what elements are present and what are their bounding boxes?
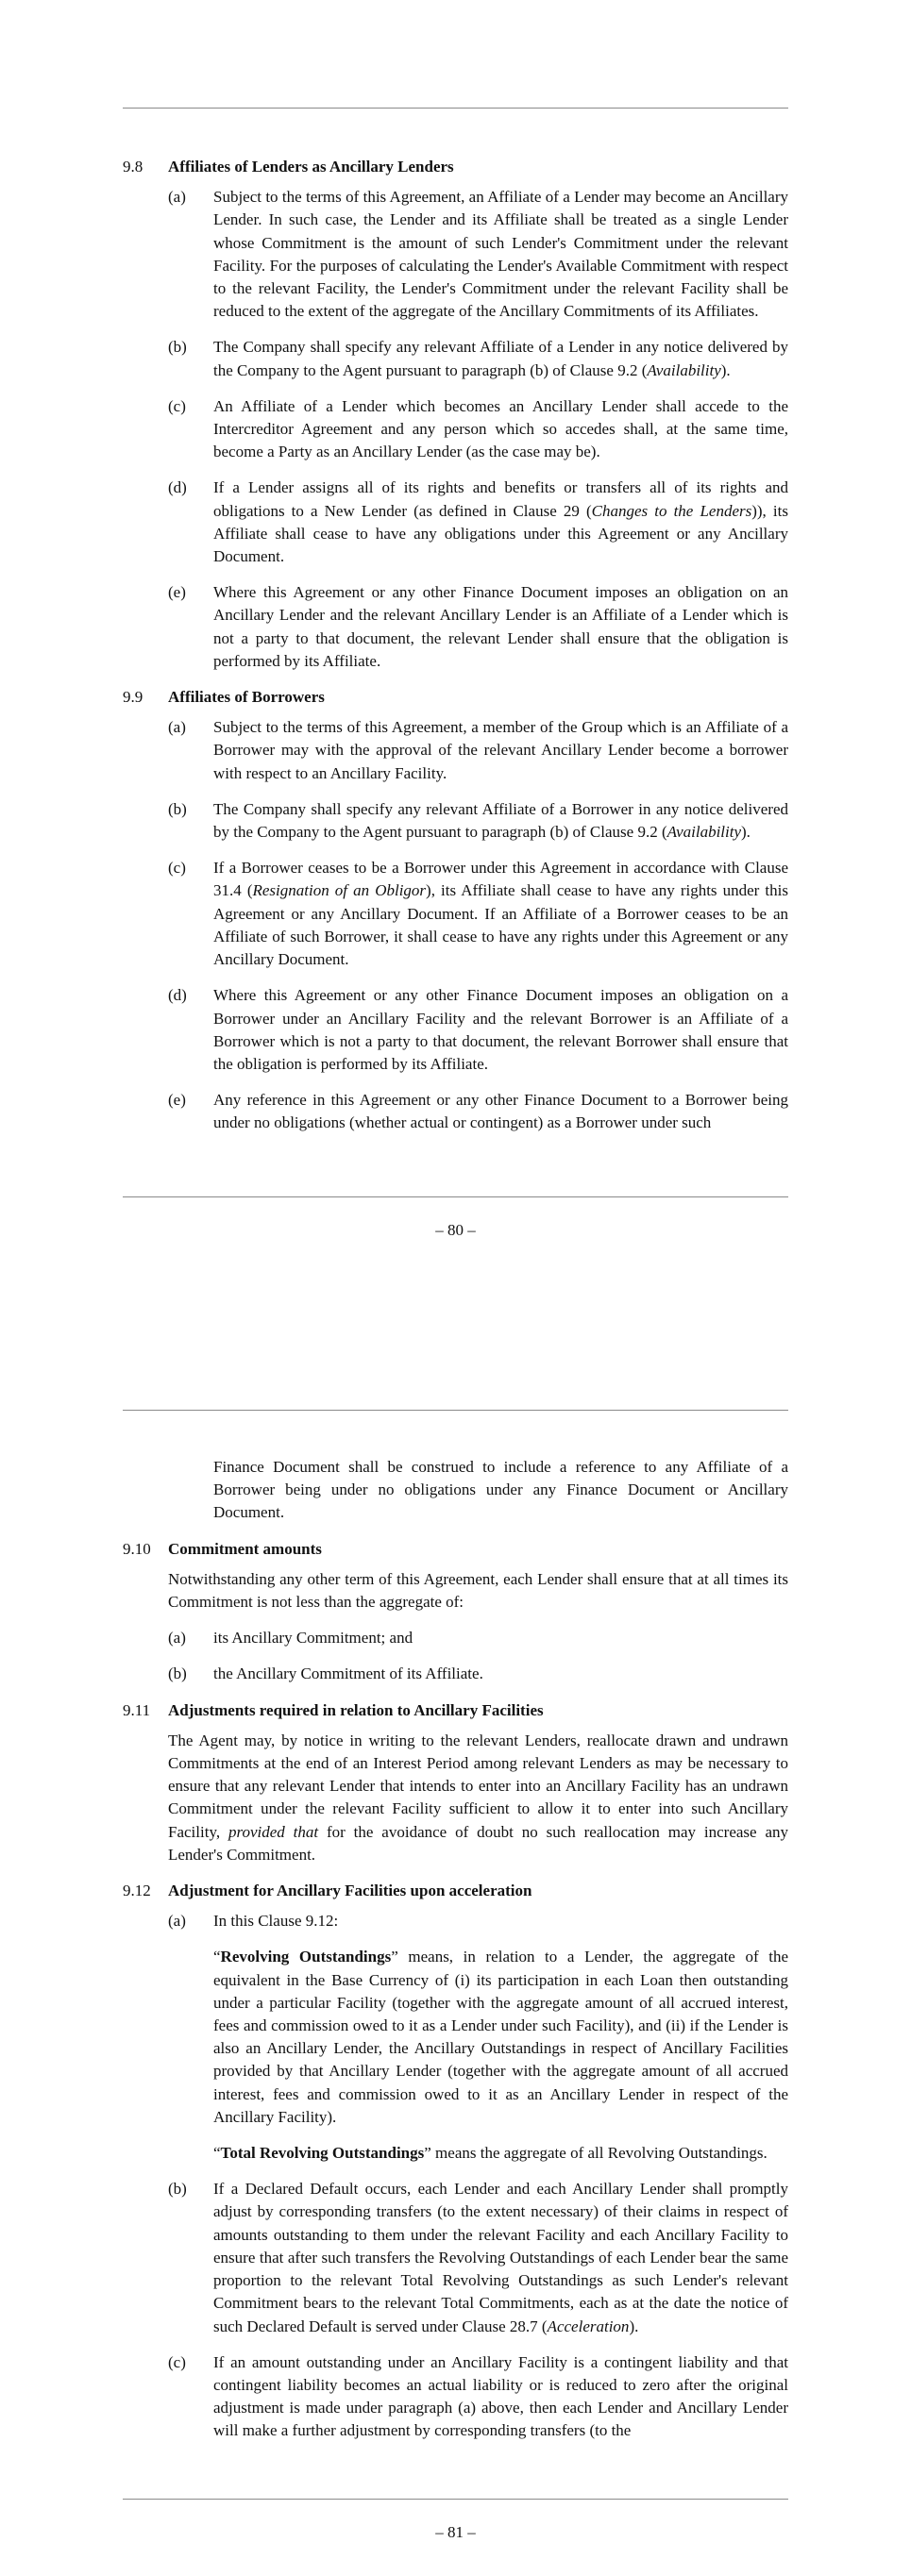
clause-9-12-b bbox=[123, 2178, 788, 2337]
page-80-content bbox=[123, 156, 788, 1148]
item-text-end: ), its Affiliate shall cease to have any rights under this Agreement or any Ancillary Document. If an Affiliate of a Borrower ceases to be an Affiliate of such Borrower, it shall cease to have any rights under this Agreement or any Ancillary Document. bbox=[213, 881, 788, 969]
item-label: (a) bbox=[168, 1912, 186, 1931]
section-title: Affiliates of Borrowers bbox=[168, 688, 325, 707]
clause-9-12-c bbox=[123, 2351, 788, 2443]
clause-9-9-e bbox=[123, 1089, 788, 1134]
item-label: (d) bbox=[168, 986, 187, 1005]
item-label: (a) bbox=[168, 1629, 186, 1648]
item-text: The Company shall specify any relevant Affiliate of a Lender in any notice delivered by the Company to the Agent pursuant to paragraph (b) of Clause 9.2 ( bbox=[213, 338, 788, 379]
section-title: Adjustments required in relation to Ancillary Facilities bbox=[168, 1700, 544, 1719]
item-text: If an amount outstanding under an Ancillary Facility is a contingent liability and that contingent liability becomes an actual liability or is reduced to zero after the original adjustment is made under paragraph (a) above, then each Lender and Ancillary Lender will make a further adjustment by corresponding transfers (to the bbox=[213, 2352, 788, 2440]
item-text-end: )), its Affiliate shall cease to have any obligations under this Agreement or any Ancillary Document. bbox=[213, 501, 788, 566]
clause-9-8-d bbox=[123, 477, 788, 568]
clause-9-8-b bbox=[123, 336, 788, 381]
clause-9-9-b bbox=[123, 798, 788, 844]
defined-term: Revolving Outstandings bbox=[220, 1948, 392, 1966]
item-label: (b) bbox=[168, 799, 187, 818]
item-text: Any reference in this Agreement or any other Finance Document to a Borrower being under no obligations (whether actual or contingent) as a Borrower under such bbox=[213, 1091, 788, 1132]
clause-reference: Resignation of an Obligor bbox=[252, 881, 427, 900]
page-number: – 80 – bbox=[435, 1221, 476, 1239]
clause-9-10-b bbox=[123, 1663, 788, 1685]
section-number: 9.8 bbox=[123, 158, 143, 176]
section-9-11-heading bbox=[123, 1699, 788, 1722]
item-text: Subject to the terms of this Agreement, an Affiliate of a Lender may become an Ancillary Lender. In such case, the Lender and its Affiliate shall be treated as a single Lender whose Commitment is the amount of such Lender's Commitment under the relevant Facility. For the purposes of calculating the Lender's Available Commitment with respect to the relevant Facility, the Lender's Commitment under the relevant Facility shall be reduced to the extent of the aggregate of the Ancillary Commitments of its Affiliates. bbox=[213, 188, 788, 321]
item-text-end: ). bbox=[629, 2317, 639, 2335]
page-80 bbox=[0, 0, 911, 1274]
section-title: Commitment amounts bbox=[168, 1539, 322, 1558]
clause-reference: Changes to the Lenders bbox=[591, 501, 752, 520]
item-label: (b) bbox=[168, 338, 187, 357]
clause-9-9-a bbox=[123, 716, 788, 785]
item-label: (d) bbox=[168, 478, 187, 497]
page-number: – 81 – bbox=[435, 2523, 476, 2541]
section-9-12-heading bbox=[123, 1880, 788, 1902]
item-text: Where this Agreement or any other Finance Document imposes an obligation on an Ancillary Lender and the relevant Ancillary Lender is an Affiliate of a Lender which is not a party to that document, the relevant Lender shall ensure that the obligation is performed by its Affiliate. bbox=[213, 583, 788, 670]
item-text-end: ). bbox=[741, 823, 751, 842]
quote-open: “ bbox=[213, 2144, 221, 2163]
defined-term: Total Revolving Outstandings bbox=[220, 2144, 425, 2163]
item-label: (b) bbox=[168, 1664, 187, 1683]
clause-reference: Availability bbox=[666, 823, 742, 842]
body-text-end: for the avoidance of doubt no such reallocation may increase any Lender's Commitment. bbox=[168, 1822, 788, 1864]
quote-open: “ bbox=[213, 1948, 221, 1966]
clause-reference: Availability bbox=[647, 360, 721, 379]
section-9-9-heading bbox=[123, 686, 788, 709]
proviso-text: provided that bbox=[228, 1822, 319, 1841]
item-text: If a Lender assigns all of its rights and benefits or transfers all of its rights and obligations to a New Lender (as defined in Clause 29 ( bbox=[213, 478, 788, 520]
definition-text: ” means the aggregate of all Revolving Outstandings. bbox=[424, 2144, 768, 2163]
item-text-end: ). bbox=[720, 360, 731, 379]
section-9-8-heading bbox=[123, 156, 788, 178]
clause-9-12-a bbox=[123, 1910, 788, 1932]
footer-rule bbox=[123, 2499, 788, 2500]
item-text: An Affiliate of a Lender which becomes an Ancillary Lender shall accede to the Intercreditor Agreement and any person which so accedes shall, at the same time, become a Party as an Ancillary Lender (as the case may be). bbox=[213, 396, 788, 461]
item-text: In this Clause 9.12: bbox=[213, 1912, 339, 1931]
definition-revolving-outstandings bbox=[123, 1946, 788, 2129]
clause-9-9-d bbox=[123, 984, 788, 1076]
footer-rule bbox=[123, 1196, 788, 1197]
section-number: 9.11 bbox=[123, 1700, 151, 1719]
item-label: (e) bbox=[168, 1091, 186, 1110]
continuation-text: Finance Document shall be construed to include a reference to any Affiliate of a Borrower being under no obligations under any Finance Document or Ancillary Document. bbox=[213, 1458, 788, 1522]
clause-9-9-c bbox=[123, 857, 788, 971]
item-text: the Ancillary Commitment of its Affiliate. bbox=[213, 1664, 483, 1683]
item-text: Subject to the terms of this Agreement, a member of the Group which is an Affiliate of a Borrower may with the approval of the relevant Ancillary Lender become a borrower with respect to an Ancillary Facility. bbox=[213, 718, 788, 782]
clause-reference: Acceleration bbox=[547, 2317, 630, 2335]
page-81-content bbox=[123, 1456, 788, 2456]
item-text: The Company shall specify any relevant Affiliate of a Borrower in any notice delivered by the Company to the Agent pursuant to paragraph (b) of Clause 9.2 ( bbox=[213, 799, 788, 842]
section-title: Adjustment for Ancillary Facilities upon acceleration bbox=[168, 1882, 532, 1900]
section-9-11-body bbox=[123, 1730, 788, 1866]
section-9-10-intro: Notwithstanding any other term of this Agreement, each Lender shall ensure that at all times its Commitment is not less than the aggregate of: bbox=[168, 1569, 788, 1612]
clause-9-8-e bbox=[123, 581, 788, 673]
section-title: Affiliates of Lenders as Ancillary Lenders bbox=[168, 158, 454, 176]
body-text: The Agent may, by notice in writing to the relevant Lenders, reallocate drawn and undrawn Commitments at the end of an Interest Period among relevant Lenders as may be necessary to ensure that any relevant Lender that intends to enter into an Ancillary Facility has an undrawn Commitment under the relevant Facility sufficient to allow it to enter into such Ancillary Facility, bbox=[168, 1731, 788, 1841]
section-number: 9.10 bbox=[123, 1539, 151, 1558]
section-9-10-heading bbox=[123, 1538, 788, 1561]
clause-9-8-c bbox=[123, 395, 788, 464]
item-label: (a) bbox=[168, 188, 186, 207]
item-label: (b) bbox=[168, 2180, 187, 2199]
definition-text: ” means, in relation to a Lender, the aggregate of the equivalent in the Base Currency of (i) its participation in each Loan then outstanding under a particular Facility (together with the aggregate amount of all accrued interest, fees and commission owed to it as a Lender under such Facility), and (ii) if the Lender is also an Ancillary Lender, the Ancillary Outstandings in respect of Ancillary Facilities provided by that Ancillary Lender (together with the aggregate amount of all accrued interest, fees and commission owed to it as an Ancillary Lender in respect of the Ancillary Facility). bbox=[213, 1948, 789, 2126]
item-label: (c) bbox=[168, 2352, 186, 2371]
clause-9-10-a bbox=[123, 1627, 788, 1649]
item-text: its Ancillary Commitment; and bbox=[213, 1629, 413, 1648]
definition-total-revolving-outstandings bbox=[123, 2142, 788, 2165]
section-number: 9.12 bbox=[123, 1882, 151, 1900]
page-81 bbox=[0, 1274, 911, 2576]
item-label: (a) bbox=[168, 718, 186, 737]
item-text: If a Declared Default occurs, each Lender and each Ancillary Lender shall promptly adjust by corresponding transfers (to the extent necessary) of their claims in respect of amounts outstanding to them under the relevant Facility and each Ancillary Facility to ensure that after such transfers the Revolving Outstandings of each Lender bear the same proportion to the relevant Total Revolving Outstandings as such Lender's relevant Commitment bears to the relevant Total Commitments, each as at the date the notice of such Declared Default is served under Clause 28.7 ( bbox=[213, 2180, 788, 2335]
item-label: (e) bbox=[168, 583, 186, 602]
section-number: 9.9 bbox=[123, 688, 143, 707]
item-text: If a Borrower ceases to be a Borrower under this Agreement in accordance with Clause 31.4 ( bbox=[213, 859, 788, 900]
item-text: Where this Agreement or any other Finance Document imposes an obligation on a Borrower under an Ancillary Facility and the relevant Borrower is an Affiliate of a Borrower which is not a party to that document, the relevant Borrower shall ensure that the obligation is performed by its Affiliate. bbox=[213, 986, 788, 1073]
header-rule bbox=[123, 1410, 788, 1411]
item-label: (c) bbox=[168, 859, 186, 878]
header-rule bbox=[123, 108, 788, 109]
item-label: (c) bbox=[168, 396, 186, 415]
clause-9-8-a bbox=[123, 186, 788, 323]
